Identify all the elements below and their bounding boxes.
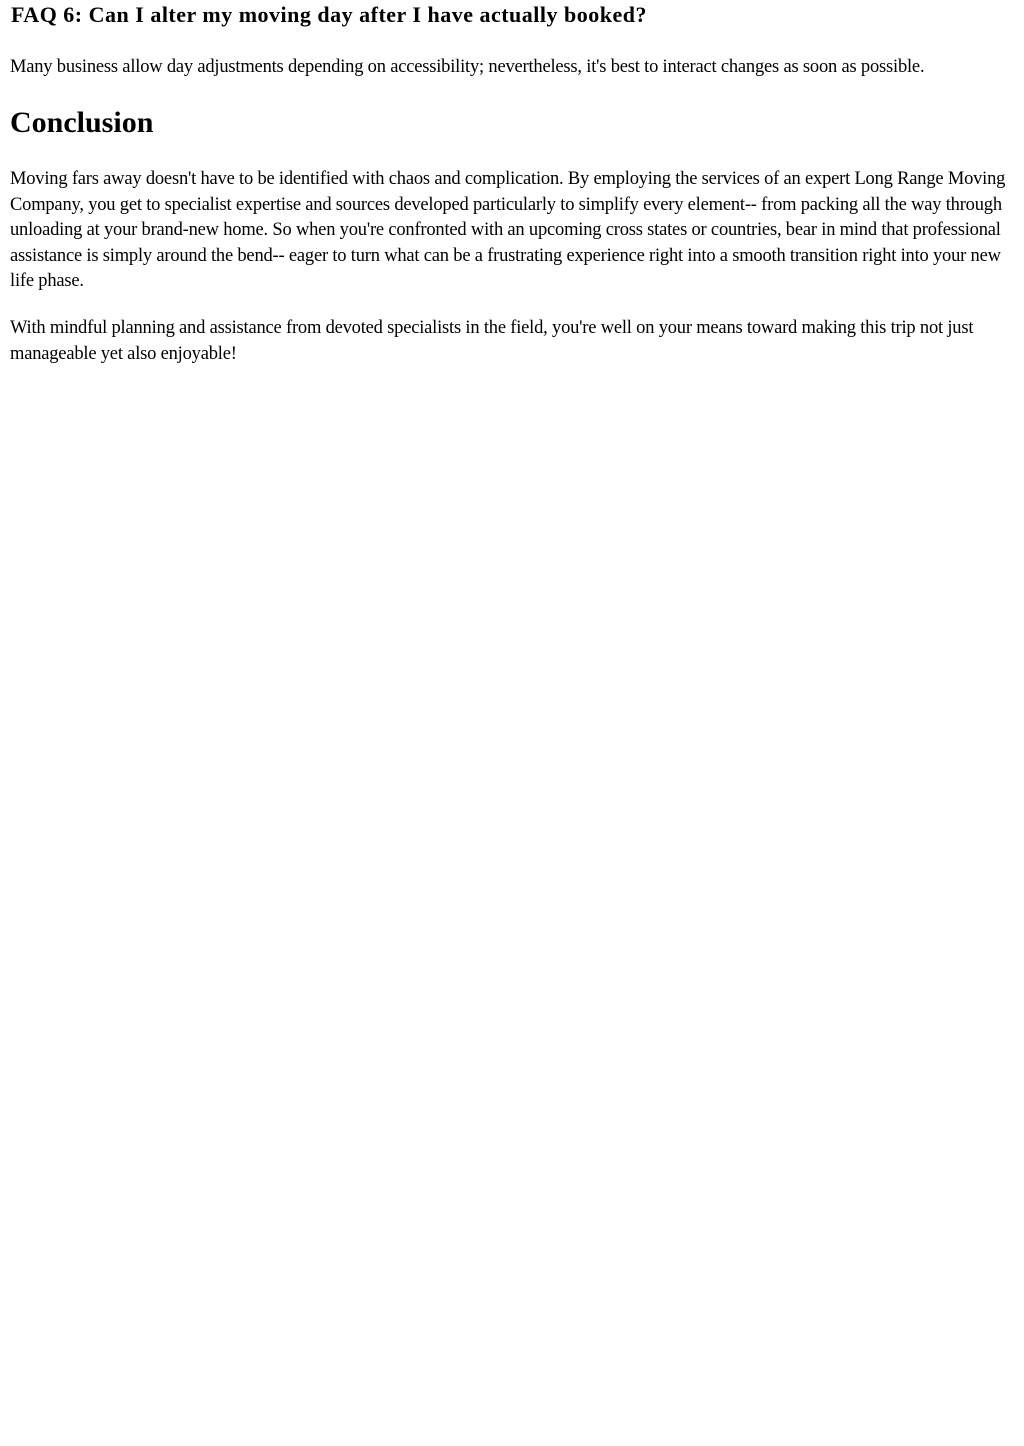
faq-question-heading: FAQ 6: Can I alter my moving day after I have actually booked?	[11, 2, 647, 27]
conclusion-paragraph: With mindful planning and assistance from devoted specialists in the field, you're well on your means toward making this trip not just manageable yet also enjoyable!	[10, 318, 974, 364]
conclusion-heading: Conclusion	[10, 106, 154, 139]
faq-answer-paragraph: Many business allow day adjustments depending on accessibility; nevertheless, it's best to interact changes as soon as possible.	[10, 57, 925, 77]
conclusion-paragraph: Moving fars away doesn't have to be identified with chaos and complication. By employing the services of an expert Long Range Moving Company, you get to specialist expertise and sources developed particularly to simplify every element-- from packing all the way through unloading at your brand-new home. So when you're confronted with an upcoming cross states or countries, bear in mind that professional assistance is simply around the bend-- eager to turn what can be a frustrating experience right into a smooth transition right into your new life phase.	[10, 169, 1006, 292]
